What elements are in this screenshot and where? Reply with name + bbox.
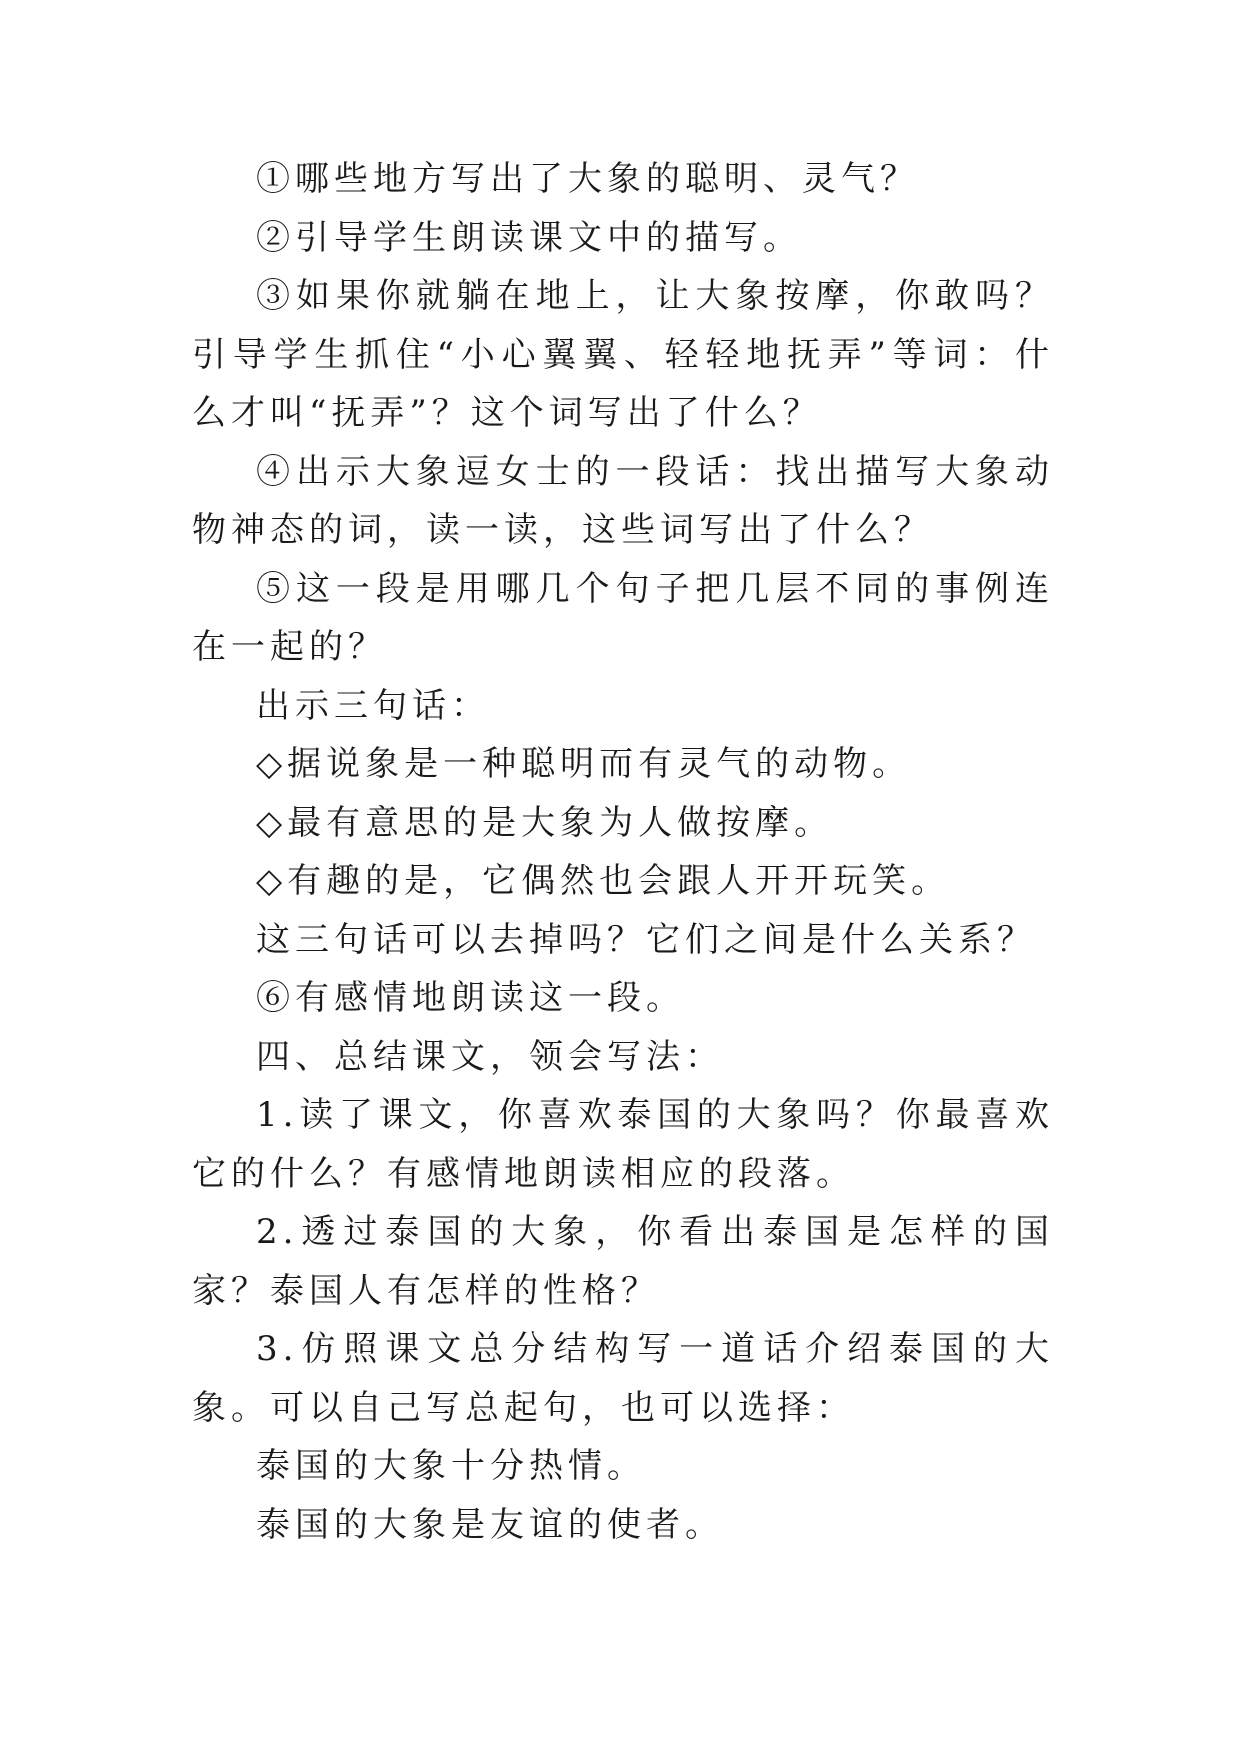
paragraph-summary-3: 3.仿照课文总分结构写一道话介绍泰国的大象。可以自己写总起句，也可以选择： [192, 1329, 1054, 1428]
paragraph-summary-2: 2.透过泰国的大象，你看出泰国是怎样的国家？泰国人有怎样的性格？ [192, 1212, 1054, 1311]
paragraph-bullet-1: ◇据说象是一种聪明而有灵气的动物。 [256, 744, 912, 784]
paragraph-relation-question: 这三句话可以去掉吗？它们之间是什么关系？ [256, 919, 1036, 960]
document-body [192, 150, 1054, 1554]
paragraph-example-2: 泰国的大象是友谊的使者。 [256, 1504, 724, 1545]
paragraph-summary-1: 1.读了课文，你喜欢泰国的大象吗？你最喜欢它的什么？有感情地朗读相应的段落。 [192, 1095, 1054, 1194]
paragraph-three-sentences-intro: 出示三句话： [256, 685, 490, 726]
paragraph-question-2: ②引导学生朗读课文中的描写。 [256, 217, 802, 258]
paragraph-question-1: ①哪些地方写出了大象的聪明、灵气？ [256, 159, 919, 199]
paragraph-example-1: 泰国的大象十分热情。 [256, 1446, 646, 1486]
paragraph-question-4: ④出示大象逗女士的一段话：找出描写大象动物神态的词，读一读，这些词写出了什么？ [192, 451, 1054, 550]
paragraph-question-3: ③如果你就躺在地上，让大象按摩，你敢吗？引导学生抓住“小心翼翼、轻轻地抚弄”等词：什么才叫“抚弄”？这个词写出了什么？ [192, 276, 1054, 433]
paragraph-question-6: ⑥有感情地朗读这一段。 [256, 978, 685, 1018]
paragraph-question-5: ⑤这一段是用哪几个句子把几层不同的事例连在一起的？ [192, 568, 1054, 667]
paragraph-bullet-2: ◇最有意思的是大象为人做按摩。 [256, 802, 834, 843]
paragraph-bullet-3: ◇有趣的是，它偶然也会跟人开开玩笑。 [256, 861, 951, 901]
section-heading-summary: 四、总结课文，领会写法： [256, 1036, 724, 1077]
